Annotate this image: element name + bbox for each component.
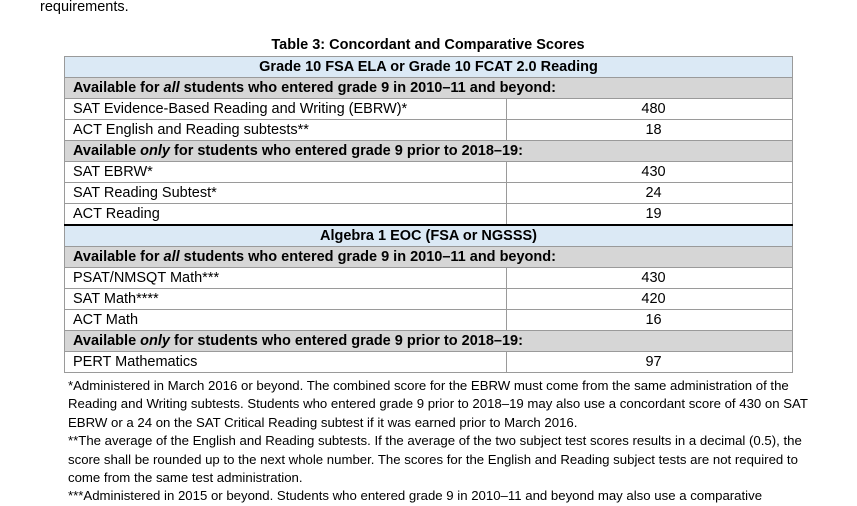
score-cell: 16 xyxy=(507,310,793,331)
test-name-cell: ACT English and Reading subtests** xyxy=(65,120,507,141)
subheader-all-students: Available for all students who entered grade 9 in 2010–11 and beyond: xyxy=(65,78,793,99)
table-row xyxy=(65,162,793,183)
concordant-scores-table xyxy=(64,56,793,373)
table-row xyxy=(65,120,793,141)
table-title: Table 3: Concordant and Comparative Scores xyxy=(271,37,585,53)
test-name-cell: SAT Reading Subtest* xyxy=(65,183,507,204)
subheader-row xyxy=(65,247,793,268)
test-name-cell: SAT Math**** xyxy=(65,289,507,310)
score-cell: 97 xyxy=(507,352,793,373)
group-header-row xyxy=(65,225,793,247)
subheader-row xyxy=(65,78,793,99)
table-row xyxy=(65,183,793,204)
score-cell: 430 xyxy=(507,268,793,289)
group-header-ela: Grade 10 FSA ELA or Grade 10 FCAT 2.0 Reading xyxy=(65,57,793,78)
group-header-row xyxy=(65,57,793,78)
table-row xyxy=(65,289,793,310)
table-row xyxy=(65,310,793,331)
subheader-prior-students: Available only for students who entered grade 9 prior to 2018–19: xyxy=(65,331,793,352)
test-name-cell: PERT Mathematics xyxy=(65,352,507,373)
score-cell: 19 xyxy=(507,204,793,226)
footnote-act-average: **The average of the English and Reading subtests. If the average of the two subject test scores results in a decimal (0.5), the score shall be rounded up to the next whole number. The scores for the English and Reading subject tests are not required to come from the same test administration. xyxy=(68,433,802,486)
footnotes xyxy=(68,377,812,506)
score-cell: 420 xyxy=(507,289,793,310)
table-row xyxy=(65,268,793,289)
footnote-sat-ebrw: *Administered in March 2016 or beyond. The combined score for the EBRW must come from the same administration of the Reading and Writing subtests. Students who entered grade 9 prior to 2018–19 may also use a concordant score of 430 on SAT EBRW or a 24 on the SAT Critical Reading subtest if it was earned prior to March 2016. xyxy=(68,378,808,430)
test-name-cell: ACT Reading xyxy=(65,204,507,226)
group-header-algebra: Algebra 1 EOC (FSA or NGSSS) xyxy=(65,225,793,247)
test-name-cell: PSAT/NMSQT Math*** xyxy=(65,268,507,289)
subheader-row xyxy=(65,141,793,162)
test-name-cell: ACT Math xyxy=(65,310,507,331)
test-name-cell: SAT Evidence-Based Reading and Writing (EBRW)* xyxy=(65,99,507,120)
table-row xyxy=(65,99,793,120)
score-cell: 430 xyxy=(507,162,793,183)
subheader-prior-students: Available only for students who entered grade 9 prior to 2018–19: xyxy=(65,141,793,162)
table-row xyxy=(65,204,793,226)
score-cell: 18 xyxy=(507,120,793,141)
score-cell: 24 xyxy=(507,183,793,204)
footnote-psat: ***Administered in 2015 or beyond. Students who entered grade 9 in 2010–11 and beyond may also use a comparative xyxy=(68,488,763,504)
table-row xyxy=(65,352,793,373)
score-cell: 480 xyxy=(507,99,793,120)
subheader-row xyxy=(65,331,793,352)
test-name-cell: SAT EBRW* xyxy=(65,162,507,183)
subheader-all-students: Available for all students who entered grade 9 in 2010–11 and beyond: xyxy=(65,247,793,268)
intro-text-tail: requirements. xyxy=(40,0,129,15)
